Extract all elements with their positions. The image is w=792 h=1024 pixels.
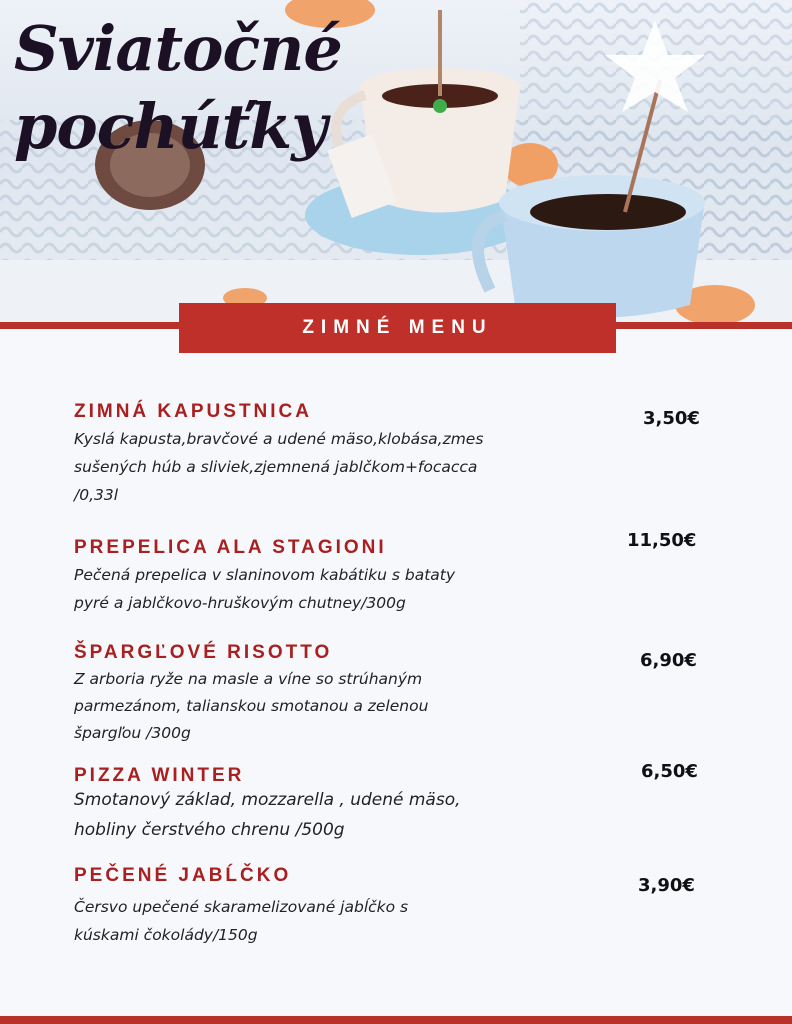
item-description: Z arboria ryže na masle a víne so strúhaným parmezánom, talianskou smotanou a zelenou špargľou /300g <box>74 670 429 742</box>
item-name: PIZZA WINTER <box>74 765 245 786</box>
item-name: ZIMNÁ KAPUSTNICA <box>74 401 312 422</box>
item-description: Smotanový základ, mozzarella , udené mäso, hobliny čerstvého chrenu /500g <box>74 790 461 840</box>
item-description: Pečená prepelica v slaninovom kabátiku s bataty pyré a jablčkovo-hruškovým chutney/300g <box>74 566 456 612</box>
item-price: 6,90€ <box>640 650 697 671</box>
item-price: 11,50€ <box>627 530 697 551</box>
item-name: PEČENÉ JABĹČKO <box>74 865 292 886</box>
menu-item <box>74 401 714 509</box>
menu-item <box>74 537 714 617</box>
menu-item <box>74 865 714 949</box>
item-name: PREPELICA ALA STAGIONI <box>74 537 387 558</box>
bottom-divider <box>0 1016 792 1024</box>
menu-item <box>74 642 714 747</box>
title-line-1: Sviatočné <box>14 12 342 85</box>
item-price: 3,90€ <box>638 875 695 896</box>
item-description: Kyslá kapusta,bravčové a udené mäso,klobása,zmes sušených húb a sliviek,zjemnená jablčkom+focacca /0,33l <box>74 430 484 504</box>
page-title <box>14 10 342 166</box>
item-name: ŠPARGĽOVÉ RISOTTO <box>74 642 333 663</box>
item-price: 3,50€ <box>643 408 700 429</box>
menu-item <box>74 765 714 845</box>
menu-banner-label: ZIMNÉ MENU <box>302 317 493 338</box>
title-line-2: pochúťky <box>14 90 327 163</box>
item-price: 6,50€ <box>641 761 698 782</box>
hero-image <box>0 0 792 325</box>
menu-banner <box>179 303 616 353</box>
item-description: Čersvo upečené skaramelizované jabĺčko s kúskami čokolády/150g <box>74 898 409 944</box>
